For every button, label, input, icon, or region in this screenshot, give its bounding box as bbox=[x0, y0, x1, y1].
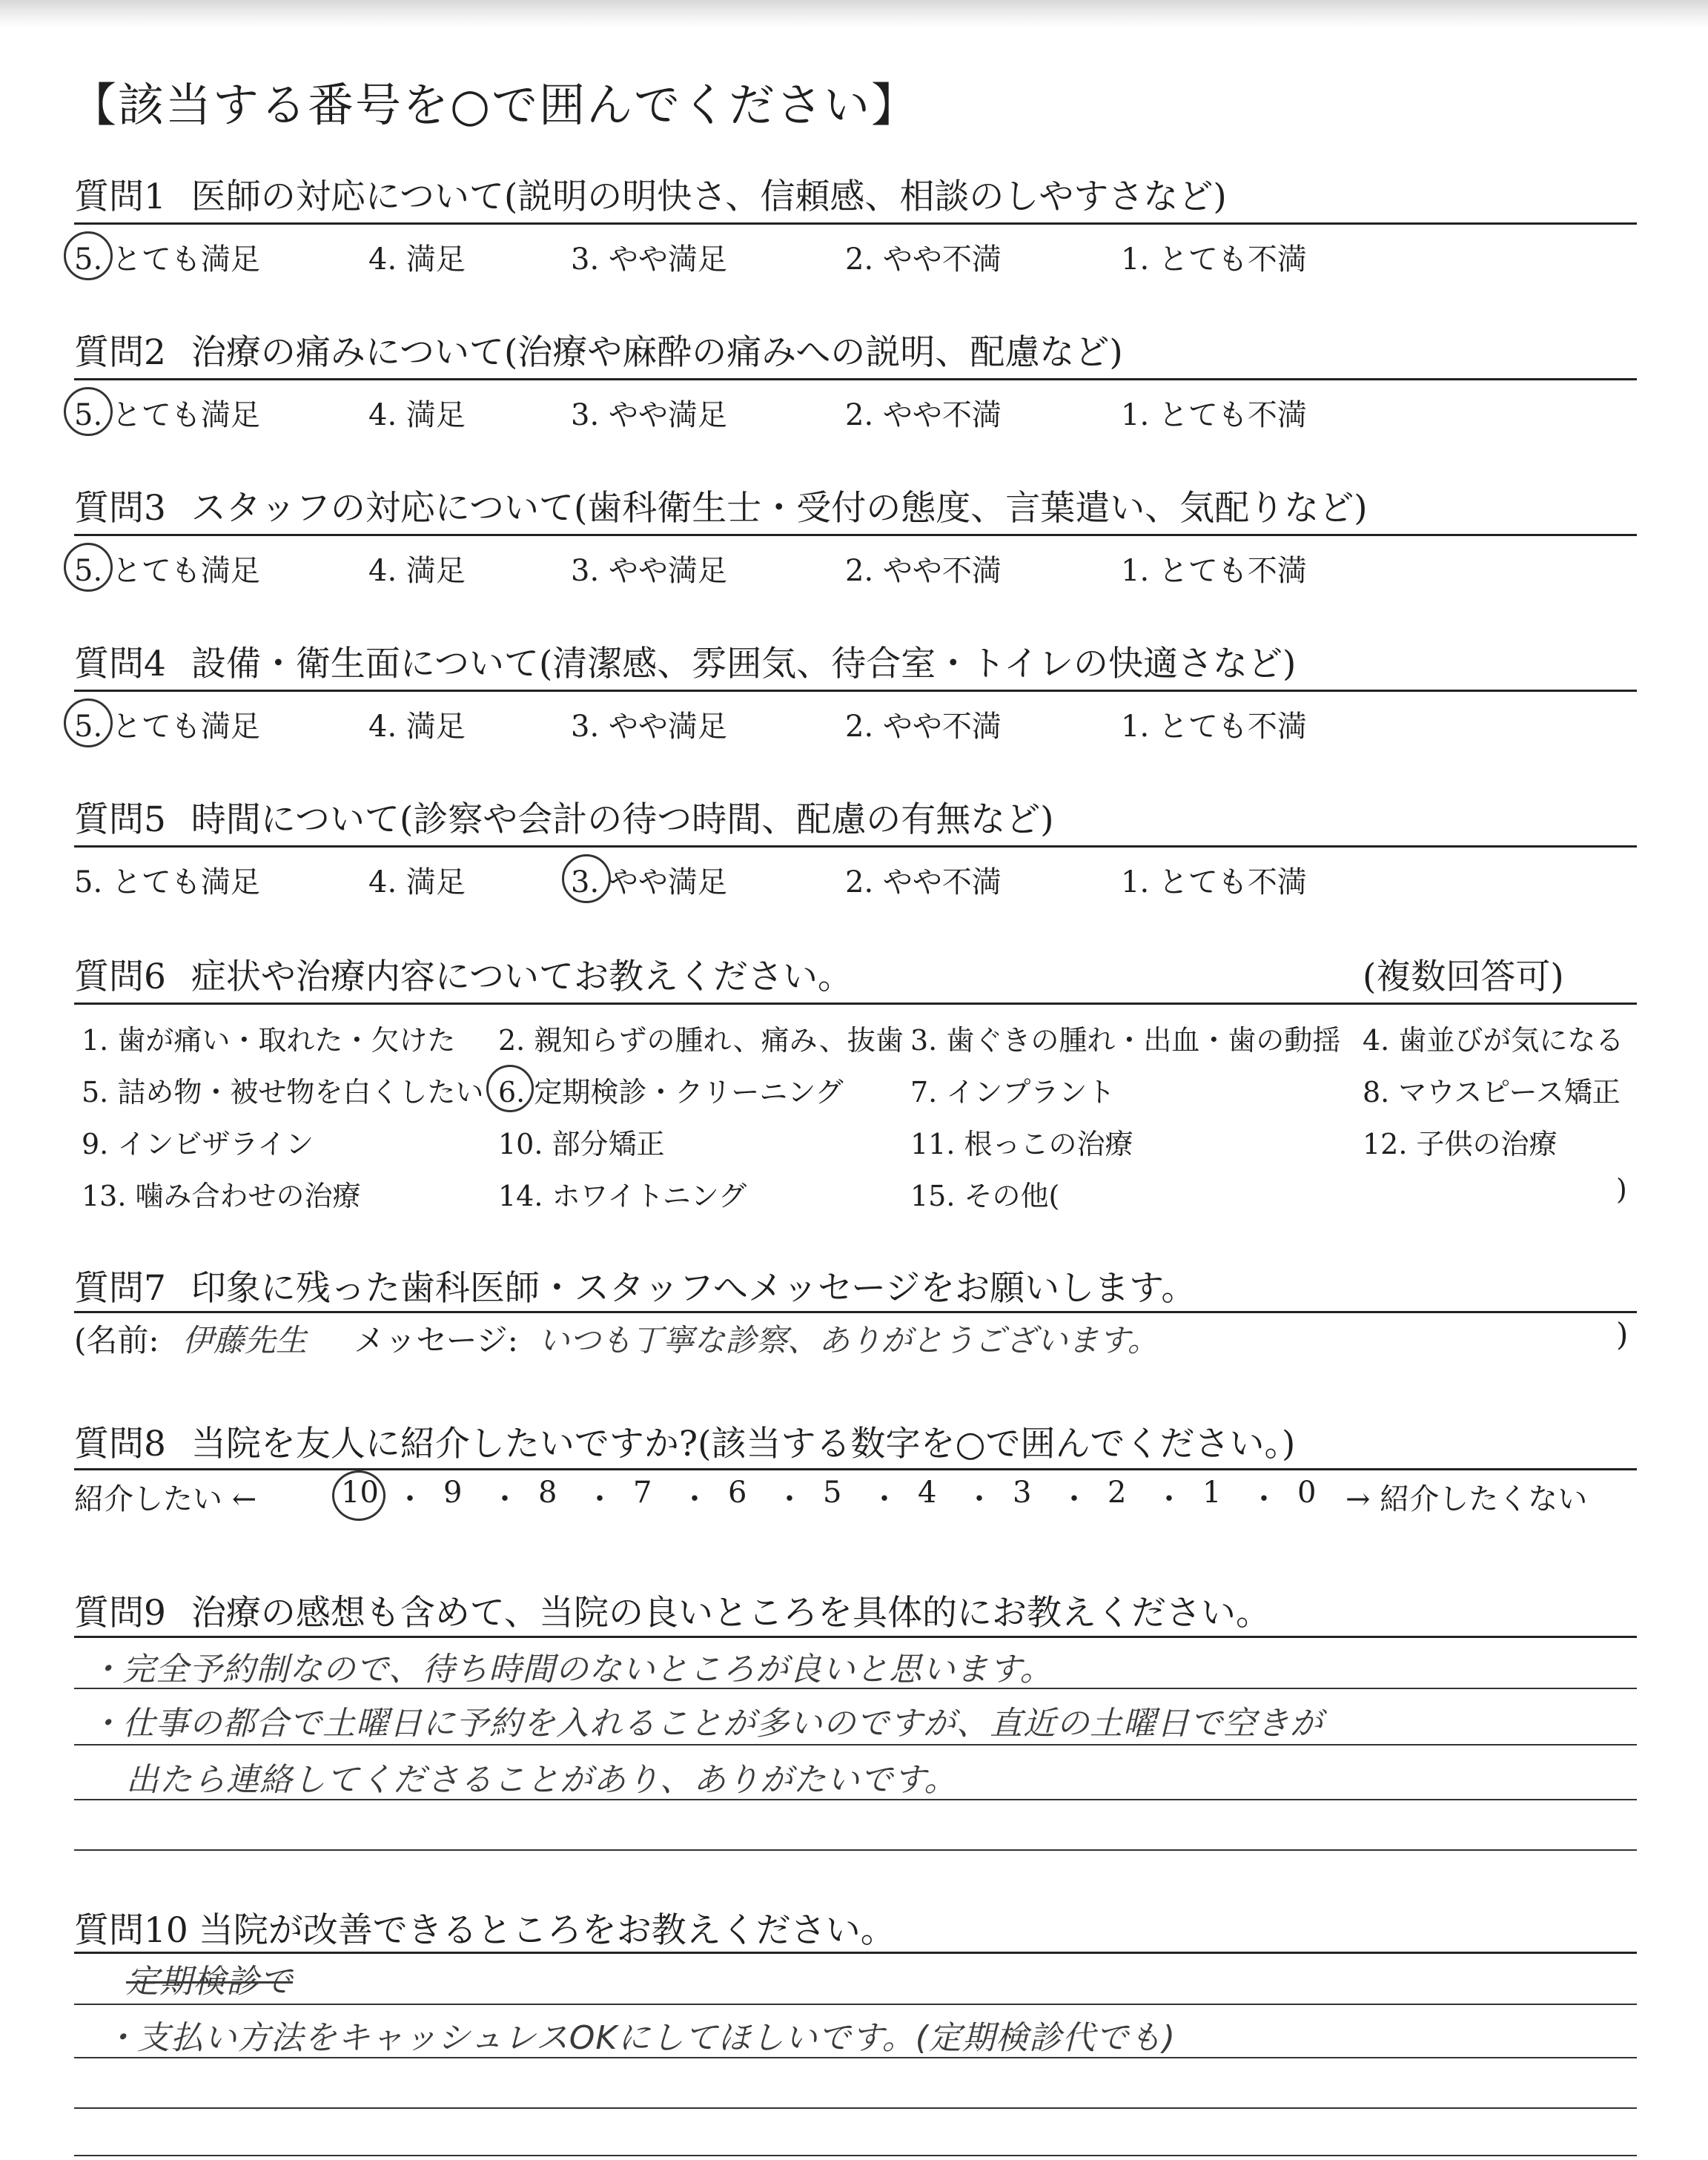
symptom-option[interactable]: 13. 噛み合わせの治療 bbox=[82, 1180, 361, 1212]
rating-4[interactable]: 4. 満足 bbox=[368, 554, 466, 588]
writing-line bbox=[74, 1799, 1637, 1800]
symptom-option[interactable]: 15. その他( bbox=[910, 1180, 1060, 1212]
scale-separator: ・ bbox=[585, 1482, 615, 1516]
writing-line bbox=[74, 2155, 1637, 2156]
rating-4[interactable]: 4. 満足 bbox=[368, 865, 466, 899]
question-rule bbox=[74, 1003, 1637, 1005]
multi-answer-note: (複数回答可) bbox=[1363, 957, 1564, 997]
scale-value-5[interactable]: 5 bbox=[823, 1476, 842, 1510]
question-2 bbox=[74, 325, 1123, 374]
question-9 bbox=[74, 1585, 1271, 1635]
rating-5[interactable]: 5. とても満足 bbox=[74, 865, 260, 899]
rating-2[interactable]: 2. やや不満 bbox=[845, 710, 1002, 744]
answer-line[interactable]: ・仕事の都合で土曜日に予約を入れることが多いのですが、直近の土曜日で空きが bbox=[89, 1705, 1323, 1743]
symptom-option[interactable]: 2. 親知らずの腫れ、痛み、抜歯 bbox=[498, 1024, 904, 1057]
scale-value-7[interactable]: 7 bbox=[633, 1476, 652, 1510]
question-3 bbox=[74, 480, 1368, 530]
question-text: 時間について(診察や会計の待つ時間、配慮の有無など) bbox=[191, 799, 1054, 840]
question-text: 症状や治療内容についてお教えください。 bbox=[191, 957, 853, 997]
question-6 bbox=[74, 949, 853, 999]
scale-separator: ・ bbox=[1059, 1482, 1089, 1516]
name-label: (名前: bbox=[74, 1322, 159, 1358]
rating-2[interactable]: 2. やや不満 bbox=[845, 865, 1002, 899]
scale-separator: ・ bbox=[1249, 1482, 1279, 1516]
question-text: 印象に残った歯科医師・スタッフへメッセージをお願いします。 bbox=[191, 1268, 1196, 1309]
scale-separator: ・ bbox=[870, 1482, 899, 1516]
rating-4[interactable]: 4. 満足 bbox=[368, 710, 466, 744]
question-text: 医師の対応について(説明の明快さ、信頼感、相談のしやすさなど) bbox=[191, 176, 1227, 217]
rating-5[interactable]: 5. とても満足 bbox=[74, 710, 260, 744]
question-7 bbox=[74, 1261, 1196, 1310]
selection-circle bbox=[64, 387, 113, 436]
scale-value-8[interactable]: 8 bbox=[538, 1476, 557, 1510]
question-1 bbox=[74, 169, 1227, 219]
rating-2[interactable]: 2. やや不満 bbox=[845, 554, 1002, 588]
symptom-option[interactable]: 9. インビザライン bbox=[82, 1128, 314, 1160]
scale-value-4[interactable]: 4 bbox=[918, 1476, 937, 1510]
writing-line bbox=[74, 1688, 1637, 1689]
question-text: 設備・衛生面について(清潔感、雰囲気、待合室・トイレの快適さなど) bbox=[191, 644, 1297, 684]
rating-1[interactable]: 1. とても不満 bbox=[1121, 398, 1307, 432]
question-rule bbox=[74, 1952, 1637, 1954]
message-value[interactable]: いつも丁寧な診察、ありがとうございます。 bbox=[538, 1322, 1159, 1358]
symptom-option[interactable]: 6. 定期検診・クリーニング bbox=[498, 1076, 844, 1109]
name-value[interactable]: 伊藤先生 bbox=[182, 1322, 307, 1358]
message-line bbox=[74, 1316, 1159, 1361]
question-rule bbox=[74, 1311, 1637, 1313]
scale-value-9[interactable]: 9 bbox=[443, 1476, 463, 1510]
selection-circle bbox=[64, 698, 113, 747]
symptom-option[interactable]: 5. 詰め物・被せ物を白くしたい bbox=[82, 1076, 484, 1109]
question-number: 質問10 bbox=[74, 1910, 188, 1951]
question-4 bbox=[74, 636, 1296, 686]
answer-line[interactable]: 出たら連絡してくださることがあり、ありがたいです。 bbox=[126, 1761, 958, 1799]
rating-5[interactable]: 5. とても満足 bbox=[74, 398, 260, 432]
rating-2[interactable]: 2. やや不満 bbox=[845, 398, 1002, 432]
scale-separator: ・ bbox=[680, 1482, 709, 1516]
message-close-paren: ) bbox=[1616, 1316, 1629, 1353]
rating-1[interactable]: 1. とても不満 bbox=[1121, 242, 1307, 277]
question-text: 当院を友人に紹介したいですか?(該当する数字を○で囲んでください。) bbox=[191, 1424, 1296, 1464]
question-text: 当院が改善できるところをお教えください。 bbox=[198, 1910, 896, 1951]
scale-value-6[interactable]: 6 bbox=[728, 1476, 747, 1510]
selection-circle bbox=[64, 543, 113, 592]
question-rule bbox=[74, 690, 1637, 692]
question-rule bbox=[74, 378, 1637, 380]
scale-value-3[interactable]: 3 bbox=[1013, 1476, 1032, 1510]
selection-circle bbox=[332, 1470, 385, 1521]
question-number: 質問8 bbox=[74, 1424, 166, 1464]
question-number: 質問9 bbox=[74, 1593, 166, 1634]
symptom-option[interactable]: 4. 歯並びが気になる bbox=[1363, 1024, 1624, 1057]
question-number: 質問1 bbox=[74, 176, 166, 217]
rating-3[interactable]: 3. やや満足 bbox=[571, 710, 727, 744]
question-text: 治療の感想も含めて、当院の良いところを具体的にお教えください。 bbox=[191, 1593, 1271, 1634]
question-8 bbox=[74, 1416, 1295, 1466]
question-number: 質問5 bbox=[74, 799, 166, 840]
rating-3[interactable]: 3. やや満足 bbox=[571, 242, 727, 277]
symptom-option[interactable]: 12. 子供の治療 bbox=[1363, 1128, 1558, 1160]
question-text: 治療の痛みについて(治療や麻酔の痛みへの説明、配慮など) bbox=[191, 332, 1123, 373]
rating-1[interactable]: 1. とても不満 bbox=[1121, 865, 1307, 899]
scale-separator: ・ bbox=[775, 1482, 804, 1516]
question-rule bbox=[74, 845, 1637, 848]
rating-3[interactable]: 3. やや満足 bbox=[571, 865, 727, 899]
symptom-option[interactable]: 11. 根っこの治療 bbox=[910, 1128, 1133, 1160]
symptom-option[interactable]: 14. ホワイトニング bbox=[498, 1180, 747, 1212]
question-rule bbox=[74, 1636, 1637, 1638]
scale-separator: ・ bbox=[490, 1482, 520, 1516]
rating-3[interactable]: 3. やや満足 bbox=[571, 554, 727, 588]
rating-5[interactable]: 5. とても満足 bbox=[74, 554, 260, 588]
rating-2[interactable]: 2. やや不満 bbox=[845, 242, 1002, 277]
struck-answer[interactable]: 定期検診で bbox=[126, 1963, 293, 2001]
rating-1[interactable]: 1. とても不満 bbox=[1121, 710, 1307, 744]
scale-right-label: → 紹介したくない bbox=[1345, 1482, 1588, 1516]
writing-line bbox=[74, 2004, 1637, 2005]
scale-value-2[interactable]: 2 bbox=[1108, 1476, 1127, 1510]
writing-line bbox=[74, 1744, 1637, 1745]
scale-left-label: 紹介したい ← bbox=[74, 1482, 257, 1516]
question-number: 質問6 bbox=[74, 957, 166, 997]
question-rule bbox=[74, 1468, 1637, 1470]
question-number: 質問3 bbox=[74, 488, 166, 529]
question-number: 質問4 bbox=[74, 644, 166, 684]
selection-circle bbox=[64, 231, 113, 280]
message-label: メッセージ: bbox=[354, 1322, 518, 1358]
writing-line bbox=[74, 1849, 1637, 1851]
rating-5[interactable]: 5. とても満足 bbox=[74, 242, 260, 277]
scale-separator: ・ bbox=[1154, 1482, 1184, 1516]
question-rule bbox=[74, 222, 1637, 225]
rating-1[interactable]: 1. とても不満 bbox=[1121, 554, 1307, 588]
question-10 bbox=[74, 1903, 896, 1952]
question-number: 質問7 bbox=[74, 1268, 166, 1309]
scale-value-0[interactable]: 0 bbox=[1297, 1476, 1317, 1510]
symptom-option[interactable]: 8. マウスピース矯正 bbox=[1363, 1076, 1621, 1109]
scale-value-10[interactable]: 10 bbox=[341, 1476, 379, 1510]
symptom-option[interactable]: 1. 歯が痛い・取れた・欠けた bbox=[82, 1024, 456, 1057]
rating-4[interactable]: 4. 満足 bbox=[368, 398, 466, 432]
answer-line[interactable]: ・支払い方法をキャッシュレスOKにしてほしいです。(定期検診代でも) bbox=[104, 2019, 1176, 2057]
scan-top-edge bbox=[0, 0, 1708, 28]
symptom-option[interactable]: 3. 歯ぐきの腫れ・出血・歯の動揺 bbox=[910, 1024, 1341, 1057]
question-rule bbox=[74, 534, 1637, 536]
writing-line bbox=[74, 2057, 1637, 2058]
scale-separator: ・ bbox=[395, 1482, 425, 1516]
symptom-option[interactable]: 7. インプラント bbox=[910, 1076, 1116, 1109]
question-5 bbox=[74, 792, 1054, 842]
selection-circle bbox=[486, 1065, 534, 1112]
symptom-option[interactable]: 10. 部分矯正 bbox=[498, 1128, 665, 1160]
scale-separator: ・ bbox=[964, 1482, 994, 1516]
rating-3[interactable]: 3. やや満足 bbox=[571, 398, 727, 432]
scale-value-1[interactable]: 1 bbox=[1202, 1476, 1222, 1510]
other-close-paren: ) bbox=[1616, 1173, 1627, 1206]
question-number: 質問2 bbox=[74, 332, 166, 373]
answer-line[interactable]: ・完全予約制なので、待ち時間のないところが良いと思います。 bbox=[89, 1651, 1053, 1688]
rating-4[interactable]: 4. 満足 bbox=[368, 242, 466, 277]
selection-circle bbox=[562, 854, 611, 903]
writing-line bbox=[74, 2107, 1637, 2109]
question-text: スタッフの対応について(歯科衛生士・受付の態度、言葉遣い、気配りなど) bbox=[191, 488, 1368, 529]
form-title: 【該当する番号を○で囲んでください】 bbox=[70, 78, 919, 132]
